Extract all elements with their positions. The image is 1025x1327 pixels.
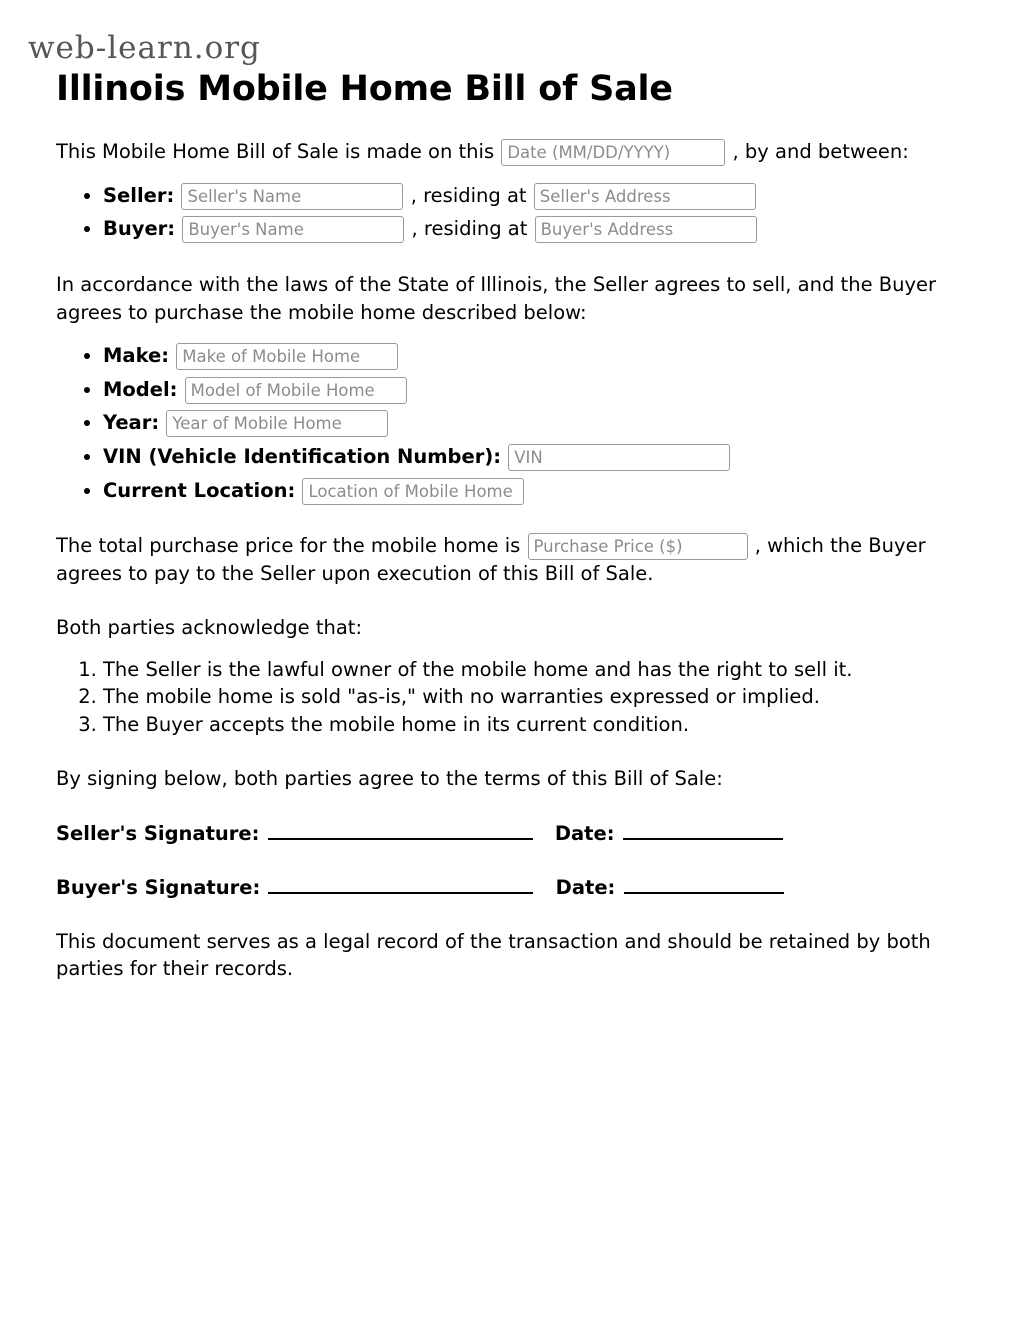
acknowledgements-list [56, 656, 969, 739]
signature-block [56, 820, 969, 901]
year-input[interactable] [166, 410, 388, 437]
seller-signature-label: Seller's Signature: [56, 822, 260, 846]
current-location-input[interactable] [302, 478, 524, 505]
closing-paragraph: This document serves as a legal record of the transaction and should be retained by both parties for their records. [56, 929, 931, 981]
buyer-name-input[interactable] [182, 216, 404, 243]
seller-date-label: Date: [554, 822, 615, 846]
seller-date-line[interactable] [623, 821, 783, 840]
make-input[interactable] [176, 343, 398, 370]
price-after-text: , which the Buyer agrees to pay to the Seller upon execution of this Bill of Sale. [56, 534, 926, 586]
seller-signature-row [56, 820, 969, 848]
seller-signature-line[interactable] [268, 821, 533, 840]
buyer-date-line[interactable] [624, 875, 784, 894]
seller-label: Seller: [103, 183, 175, 207]
vin-input[interactable] [508, 444, 730, 471]
price-paragraph [56, 532, 969, 588]
site-watermark: web-learn.org [28, 30, 261, 66]
list-item-model [103, 374, 969, 406]
buyer-address-input[interactable] [535, 216, 757, 243]
intro-before-date-text: This Mobile Home Bill of Sale is made on this [56, 139, 495, 163]
accordance-paragraph: In accordance with the laws of the State of Illinois, the Seller agrees to sell, and the Buyer agrees to purchase the mobile home described below: [56, 272, 937, 324]
intro-paragraph [56, 138, 969, 166]
year-label: Year: [103, 411, 160, 435]
make-label: Make: [103, 344, 170, 368]
buyer-signature-row [56, 874, 969, 902]
date-input[interactable] [501, 139, 725, 166]
list-item-seller [103, 180, 969, 212]
acknowledge-heading: Both parties acknowledge that: [56, 615, 363, 639]
list-item-current-location [103, 475, 969, 507]
purchase-price-input[interactable] [528, 533, 748, 560]
list-item: 3. The Buyer accepts the mobile home in its current condition. [103, 711, 969, 739]
home-details-list [56, 340, 969, 506]
model-label: Model: [103, 377, 178, 401]
buyer-signature-label: Buyer's Signature: [56, 875, 261, 899]
list-item-vin [103, 441, 969, 473]
intro-after-date-text: , by and between: [732, 139, 909, 163]
model-input[interactable] [185, 377, 407, 404]
price-before-text: The total purchase price for the mobile home is [56, 534, 521, 558]
seller-residing-text: , residing at [410, 183, 527, 207]
buyer-label: Buyer: [103, 217, 176, 241]
signing-intro-paragraph: By signing below, both parties agree to the terms of this Bill of Sale: [56, 766, 723, 790]
buyer-residing-text: , residing at [411, 217, 528, 241]
parties-list [56, 180, 969, 245]
list-item-make [103, 340, 969, 372]
list-item: 2. The mobile home is sold "as-is," with no warranties expressed or implied. [103, 683, 969, 711]
seller-name-input[interactable] [181, 183, 403, 210]
list-item: 1. The Seller is the lawful owner of the mobile home and has the right to sell it. [103, 656, 969, 684]
list-item-buyer [103, 213, 969, 245]
seller-address-input[interactable] [534, 183, 756, 210]
vin-label: VIN (Vehicle Identification Number): [103, 445, 502, 469]
buyer-date-label: Date: [555, 875, 616, 899]
current-location-label: Current Location: [103, 478, 296, 502]
page-title: Illinois Mobile Home Bill of Sale [56, 69, 673, 109]
list-item-year [103, 407, 969, 439]
buyer-signature-line[interactable] [268, 875, 533, 894]
